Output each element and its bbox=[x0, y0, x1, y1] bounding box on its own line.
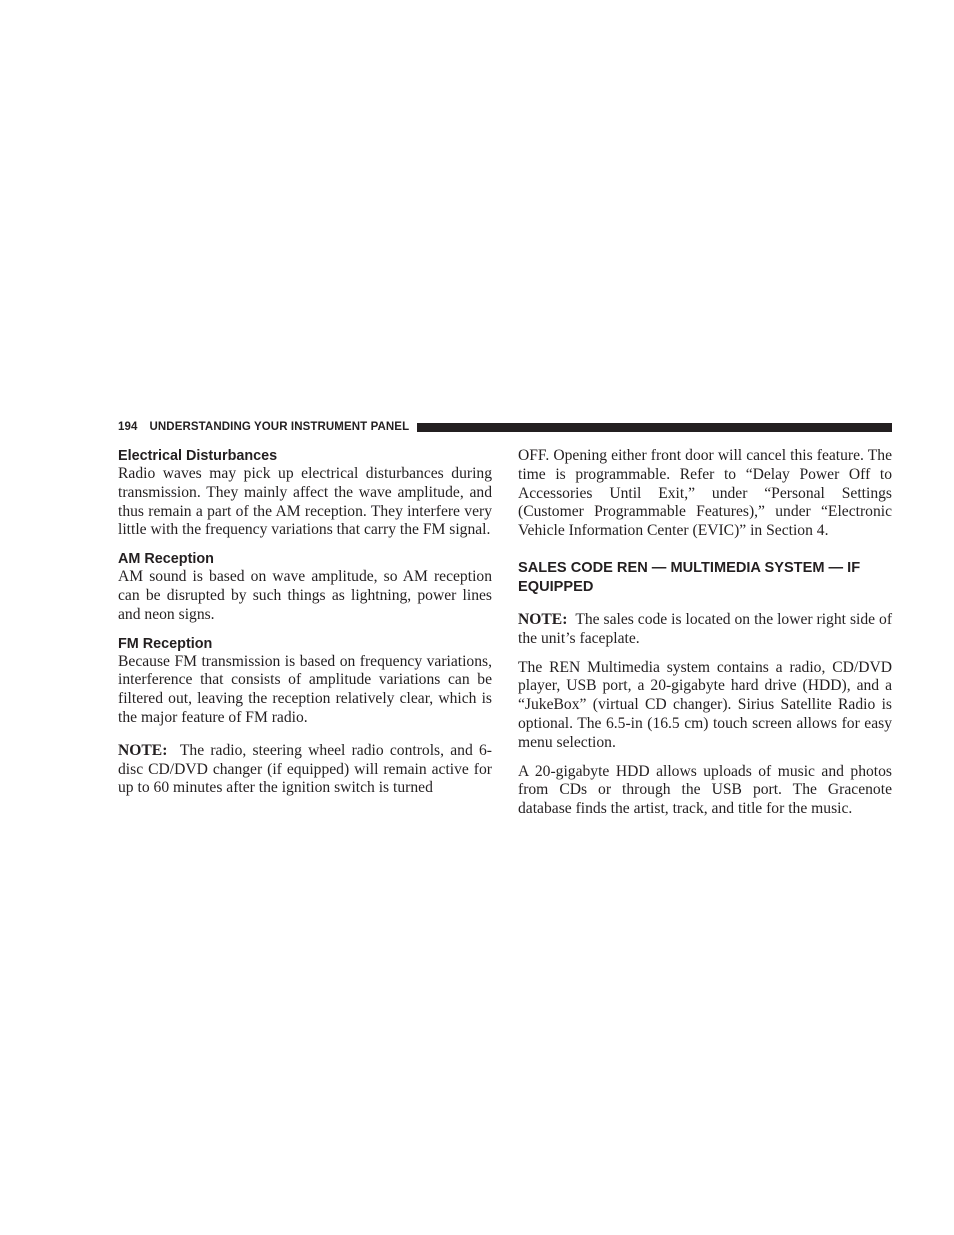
left-column bbox=[118, 447, 492, 798]
fm-reception-body: Because FM transmission is based on frequency variations, interference that consists of amplitude variations can be filtered out, leaving the reception relatively clear, which is the major feature of FM radio. bbox=[118, 652, 492, 726]
section-heading-ren: SALES CODE REN — MULTIMEDIA SYSTEM — IF EQUIPPED bbox=[518, 559, 861, 595]
ren-system-paragraph: The REN Multimedia system contains a radio, CD/DVD player, USB port, a 20-gigabyte hard drive (HDD), and a “JukeBox” (virtual CD changer). Sirius Satellite Radio is optional. The 6.5-in (16.5 cm) touch screen allows for easy menu selection. bbox=[518, 658, 892, 751]
note-continuation: OFF. Opening either front door will cancel this feature. The time is programmable. Refer to “Delay Power Off to Accessories Until Exit,” under “Personal Settings (Customer Programmable Features),” under “Electronic Vehicle Information Center (EVIC)” in Section 4. bbox=[518, 447, 892, 540]
heading-electrical-disturbances: Electrical Disturbances bbox=[118, 448, 278, 464]
header-rule bbox=[417, 423, 892, 432]
heading-fm-reception: FM Reception bbox=[118, 635, 213, 652]
note-text: The radio, steering wheel radio controls, and 6-disc CD/DVD changer (if equipped) will remain active for up to 60 minutes after the ignition switch is turned bbox=[118, 741, 493, 797]
electrical-disturbances-body: Radio waves may pick up electrical disturbances during transmission. They mainly affect the wave amplitude, and thus remain a part of the AM reception. They interfere very little with the frequency variations that carry the FM signal. bbox=[118, 465, 492, 539]
page-number: 194 bbox=[118, 421, 138, 433]
note-label: NOTE: bbox=[518, 610, 568, 628]
hdd-paragraph: A 20-gigabyte HDD allows uploads of music and photos from CDs or through the USB port. The Gracenote database finds the artist, track, and title for the music. bbox=[518, 762, 892, 818]
radio-note bbox=[118, 742, 492, 798]
am-reception-body: AM sound is based on wave amplitude, so AM reception can be disrupted by such things as lightning, power lines and neon signs. bbox=[118, 568, 492, 623]
right-column bbox=[518, 447, 892, 819]
heading-am-reception: AM Reception bbox=[118, 551, 214, 568]
sales-code-note bbox=[518, 611, 892, 649]
note-text: The sales code is located on the lower right side of the unit’s faceplate. bbox=[518, 610, 893, 647]
note-label: NOTE: bbox=[118, 741, 168, 759]
running-title: UNDERSTANDING YOUR INSTRUMENT PANEL bbox=[149, 421, 410, 433]
page-header bbox=[118, 419, 892, 435]
